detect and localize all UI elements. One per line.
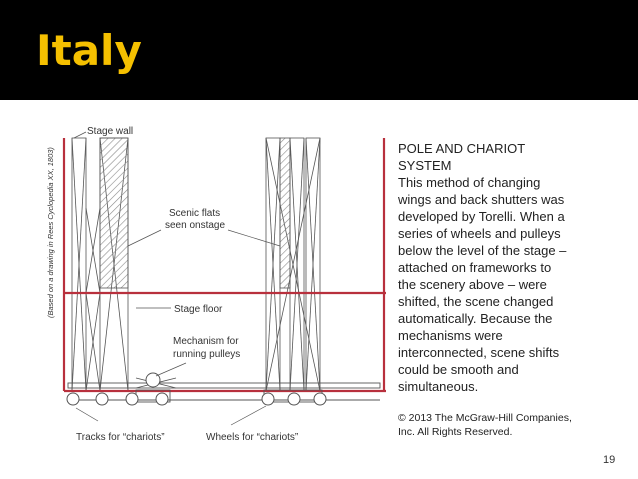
copyright-notice: © 2013 The McGraw-Hill Companies, Inc. All Rights Reserved. [398, 412, 572, 438]
source-note: (Based on a drawing in Rees Cyclopedia XX, 1803) [46, 147, 55, 318]
slide-title: Italy [36, 26, 142, 75]
label-mechanism: Mechanism for [173, 336, 239, 347]
pole-and-chariot-diagram [36, 118, 386, 450]
panel-heading-line2: SYSTEM [398, 158, 452, 173]
panel-body: This method of changing wings and back shutters was developed by Torelli. When a series of wheels and pulleys below the level of the stage – attached on frameworks to the scenery above – were shifted, the scene changed automatically. Because the mechanisms were interconnected, scene shifts could be smooth and simultaneous. [398, 175, 567, 394]
label-wheels: Wheels for “chariots” [206, 432, 299, 443]
right-scenic-flat [280, 138, 290, 288]
text-panel [398, 140, 568, 395]
label-stage-floor: Stage floor [174, 304, 223, 315]
panel-heading-line1: POLE AND CHARIOT [398, 141, 526, 156]
label-seen-onstage: seen onstage [165, 220, 226, 231]
label-tracks: Tracks for “chariots” [76, 432, 165, 443]
label-scenic-flats: Scenic flats [169, 208, 221, 219]
label-stage-wall: Stage wall [87, 126, 134, 137]
right-framework [266, 138, 320, 391]
title-bar [0, 0, 638, 100]
page-number: 19 [603, 454, 616, 466]
label-running-pulleys: running pulleys [173, 349, 241, 360]
left-scenic-flat [100, 138, 128, 288]
